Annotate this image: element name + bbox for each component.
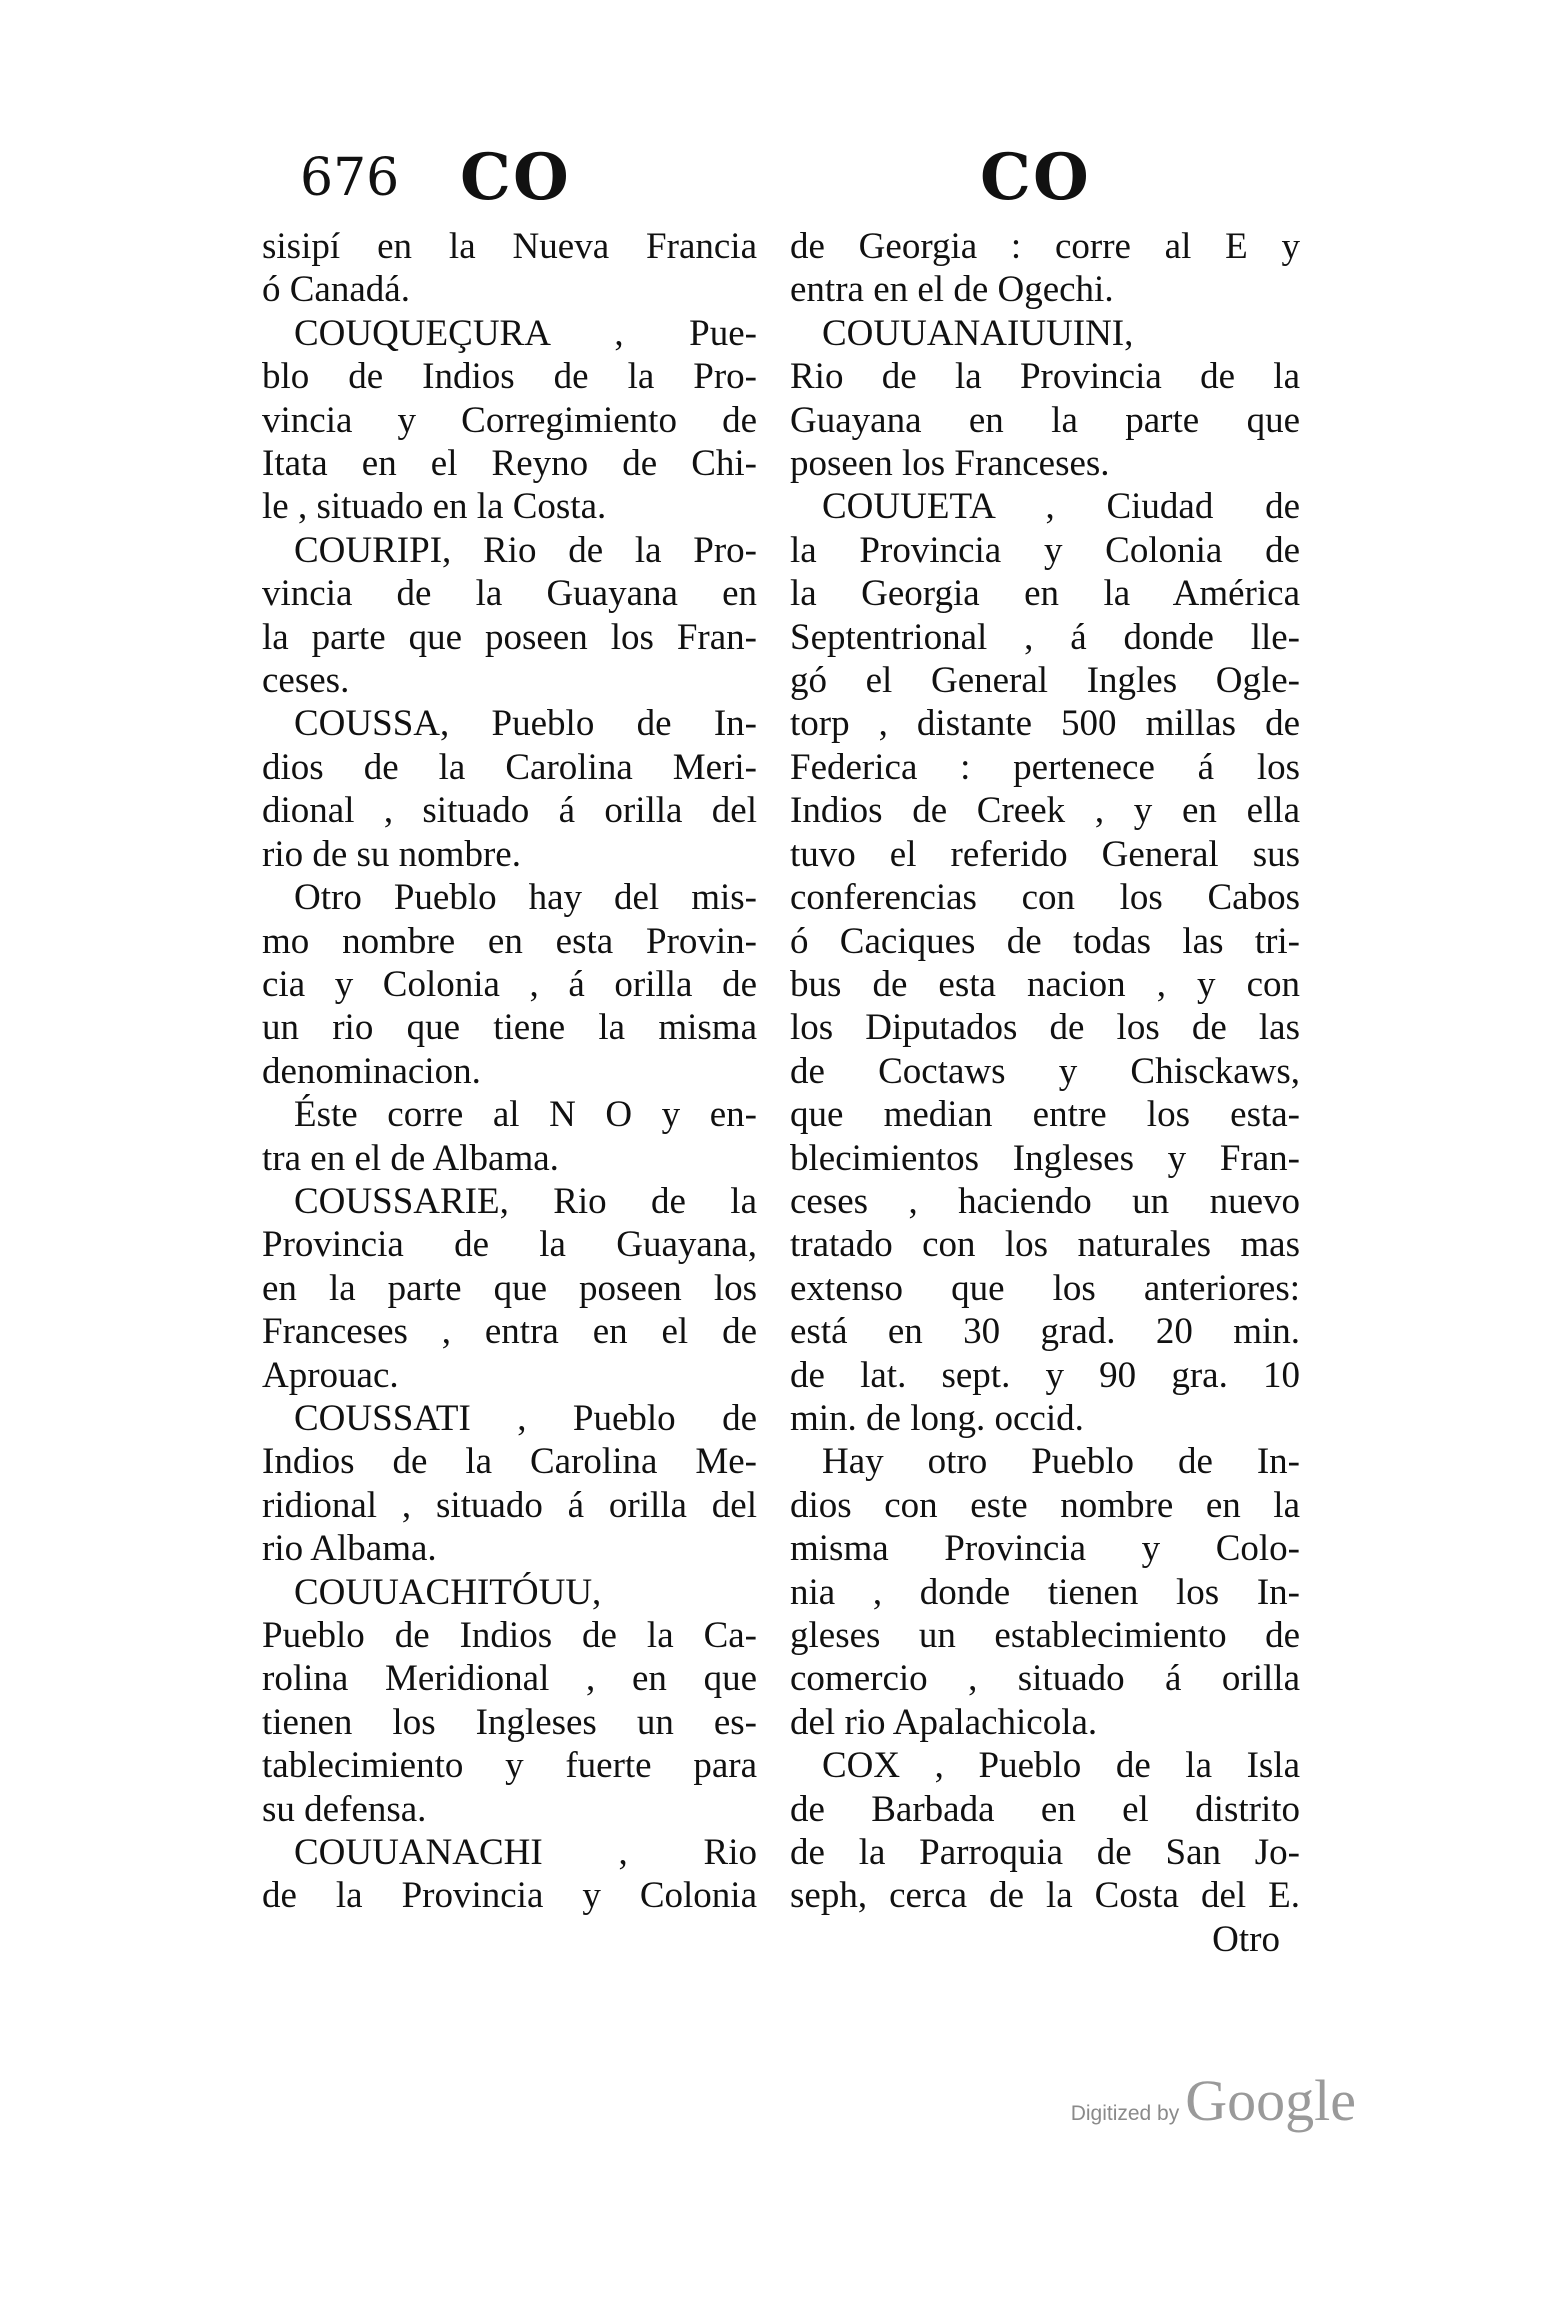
text-line: de Georgia : corre al E y [790,226,1300,267]
text-line: blecimientos Ingleses y Fran- [790,1137,1300,1179]
text-line: COURIPI, Rio de la Pro- [294,529,757,571]
text-line: Aprouac. [262,1354,399,1396]
text-line: misma Provincia y Colo- [790,1528,1300,1570]
watermark-prefix: Digitized by [1070,2102,1180,2125]
text-line: Otro Pueblo hay del mis- [294,877,757,919]
digitized-by-watermark [1071,2067,1356,2134]
catchword: Otro [1212,1918,1280,1960]
text-line: de la Provincia y Colonia [262,1875,757,1917]
page-number: 676 [300,148,400,208]
right-text-column [790,225,1300,1961]
text-line: sisipí en la Nueva Francia [262,226,757,267]
text-line: Federica : pertenece á los [790,746,1300,788]
text-line: los Diputados de los de las [790,1007,1300,1049]
text-line: poseen los Franceses. [790,443,1110,485]
text-line: la parte que poseen los Fran- [262,616,757,658]
text-line: tratado con los naturales mas [790,1224,1300,1266]
text-line: COX , Pueblo de la Isla [822,1745,1300,1787]
text-line: Hay otro Pueblo de In- [822,1441,1300,1483]
left-text-column [262,225,757,1918]
text-line: la Provincia y Colonia de [790,529,1300,571]
text-line: que median entre los esta- [790,1094,1300,1136]
text-line: ceses. [262,660,350,702]
text-line: COUUANACHI , Rio [294,1832,757,1874]
text-line: su defensa. [262,1788,427,1830]
text-line: tablecimiento y fuerte para [262,1745,757,1787]
text-line: rio de su nombre. [262,833,521,875]
text-line: Pueblo de Indios de la Ca- [262,1615,757,1656]
text-line: Itata en el Reyno de Chi- [262,443,757,485]
text-line: le , situado en la Costa. [262,486,607,528]
text-line: Guayana en la parte que [790,399,1300,441]
text-line: extenso que los anteriores: [790,1267,1300,1309]
text-line: Rio de la Provincia de la [790,356,1300,398]
text-line: COUQUEÇURA , Pue- [294,312,757,354]
text-line: rolina Meridional , en que [262,1658,757,1700]
text-line: comercio , situado á orilla [790,1658,1300,1700]
text-line: la Georgia en la América [790,573,1300,615]
text-line: conferencias con los Cabos [790,877,1300,919]
text-line: ridional , situado á orilla del [262,1484,757,1526]
text-line: mo nombre en esta Provin- [262,920,757,962]
text-line: tra en el de Albama. [262,1137,559,1179]
text-line: COUSSARIE, Rio de la [294,1180,757,1222]
text-line: seph, cerca de la Costa del E. [790,1875,1300,1917]
text-line: dional , situado á orilla del [262,790,757,832]
text-line: ceses , haciendo un nuevo [790,1180,1300,1222]
text-line: dios con este nombre en la [790,1484,1300,1526]
text-line: denominacion. [262,1050,481,1092]
text-line: entra en el de Ogechi. [790,269,1114,311]
text-line: tuvo el referido General sus [790,833,1300,875]
page-header [280,140,1300,220]
text-line: min. de long. occid. [790,1397,1084,1439]
text-line: COUSSA, Pueblo de In- [294,703,757,745]
text-line: dios de la Carolina Meri- [262,746,757,788]
text-line: Indios de la Carolina Me- [262,1441,757,1483]
text-line: Éste corre al N O y en- [294,1094,757,1136]
text-line: Franceses , entra en el de [262,1311,757,1353]
text-line: de lat. sept. y 90 gra. 10 [790,1354,1300,1396]
text-line: COUUANAIUUINI, [822,312,1134,354]
text-line: ó Canadá. [262,269,410,311]
text-line: nia , donde tienen los In- [790,1571,1300,1613]
text-line: rio Albama. [262,1528,437,1570]
text-line: bus de esta nacion , y con [790,963,1300,1005]
text-line: de la Parroquia de San Jo- [790,1832,1300,1874]
running-head-left: CO [460,140,571,215]
google-logo: Google [1185,2068,1356,2133]
text-line: de Coctaws y Chisckaws, [790,1050,1300,1092]
text-line: Indios de Creek , y en ella [790,790,1300,832]
text-line: del rio Apalachicola. [790,1701,1098,1743]
running-head-right: CO [980,140,1091,215]
text-line: Septentrional , á donde lle- [790,616,1300,658]
text-line: COUUACHITÓUU, [294,1571,602,1613]
text-line: gleses un establecimiento de [790,1615,1300,1656]
text-line: Provincia de la Guayana, [262,1224,757,1266]
text-line: de Barbada en el distrito [790,1788,1300,1830]
text-line: vincia de la Guayana en [262,573,757,615]
text-line: blo de Indios de la Pro- [262,356,757,398]
text-line: está en 30 grad. 20 min. [790,1311,1300,1353]
text-line: cia y Colonia , á orilla de [262,963,757,1005]
text-line: un rio que tiene la misma [262,1007,757,1049]
text-line: vincia y Corregimiento de [262,399,757,441]
text-line: COUSSATI , Pueblo de [294,1397,757,1439]
text-line: gó el General Ingles Ogle- [790,660,1300,702]
text-line: COUUETA , Ciudad de [822,486,1300,528]
text-line: tienen los Ingleses un es- [262,1701,757,1743]
text-line: ó Caciques de todas las tri- [790,920,1300,962]
text-line: en la parte que poseen los [262,1267,757,1309]
text-line: torp , distante 500 millas de [790,703,1300,745]
